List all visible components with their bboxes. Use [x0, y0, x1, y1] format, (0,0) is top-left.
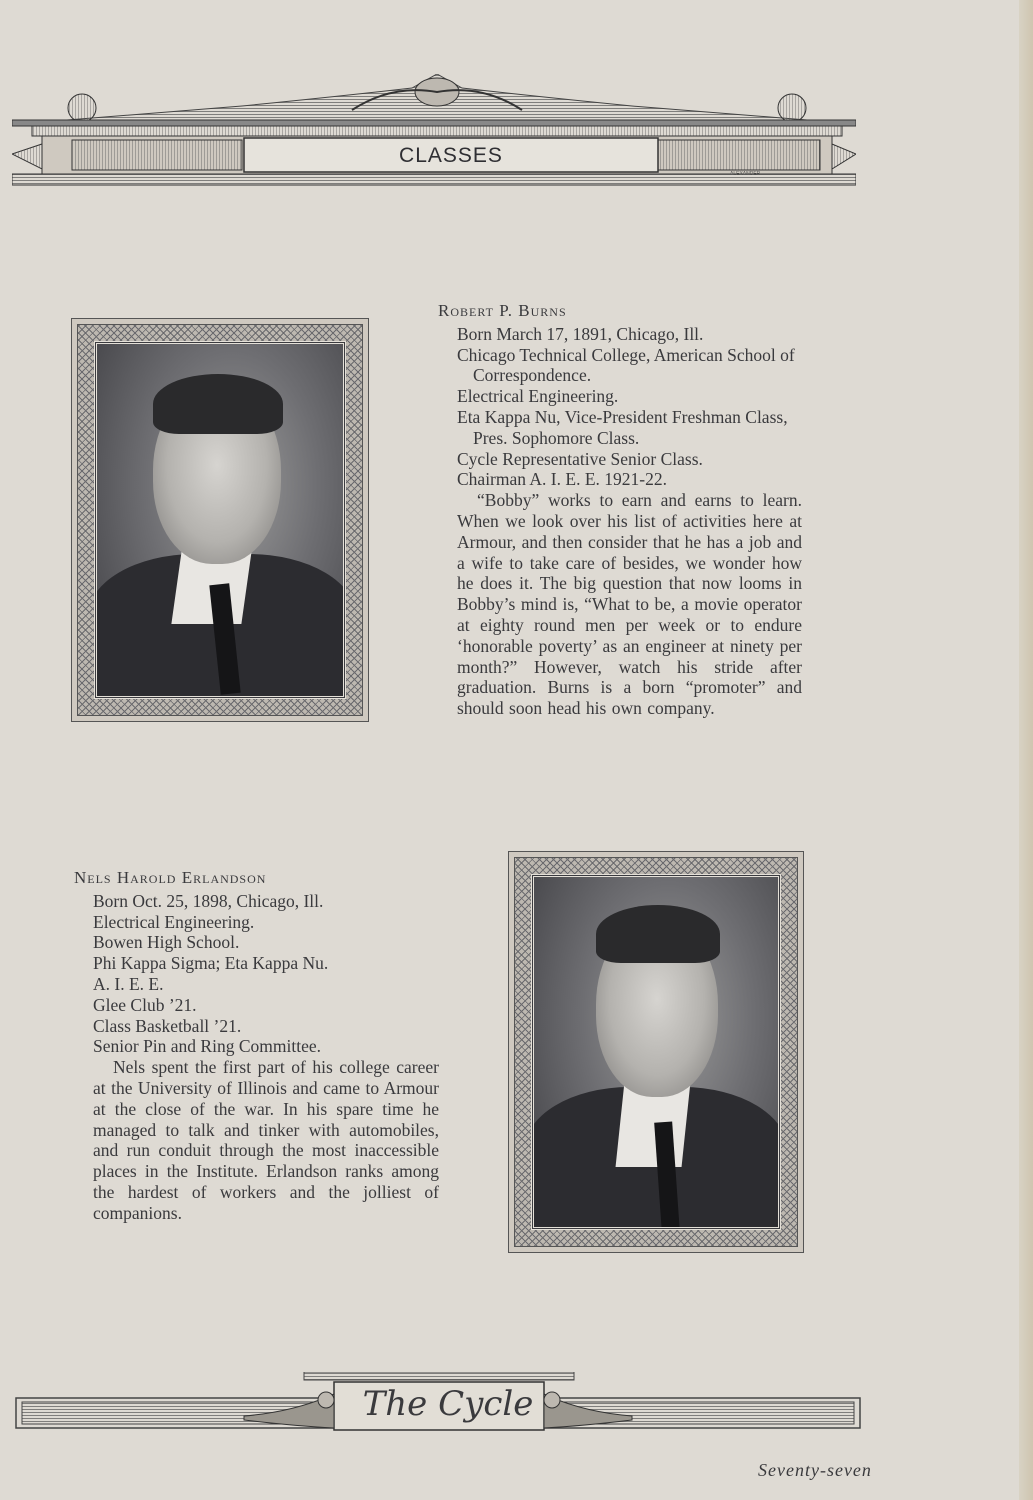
bio-paragraph: Nels spent the first part of his college career at the University of Illinois and came to Armour at the close of the war. In his spare time he managed to talk and tinker with automobiles, and run conduit through the most inaccessible places in the Institute. Erlandson ranks among the hardest of workers and the jolliest of companions. [93, 1057, 439, 1223]
page-edge [1019, 0, 1033, 1500]
bio-detail: Electrical Engineering. [457, 386, 619, 407]
student-name: Nels Harold Erlandson [74, 868, 267, 887]
bio-detail: Cycle Representative Senior Class. [457, 448, 703, 469]
bio-detail: Glee Club ’21. [93, 994, 197, 1015]
yearbook-title: The Cycle [362, 1384, 534, 1424]
portrait-frame-erlandson [508, 851, 804, 1253]
bio-detail: Born Oct. 25, 1898, Chicago, Ill. [93, 890, 324, 911]
bio-detail: Chicago Technical College, American School of Correspondence. [457, 344, 795, 386]
bio-detail: Bowen High School. [93, 932, 240, 953]
bio-detail: Born March 17, 1891, Chicago, Ill. [457, 323, 704, 344]
bio-detail: Phi Kappa Sigma; Eta Kappa Nu. [93, 953, 329, 974]
bio-detail: Electrical Engineering. [93, 911, 255, 932]
page-number: Seventy-seven [758, 1460, 872, 1480]
bio-detail: A. I. E. E. [93, 973, 164, 994]
bio-paragraph: “Bobby” works to earn and earns to learn. When we look over his list of activities here at Armour, and then consider that he has a job and a wife to take care of besides, we wonder how he does it. The big question that now looms in Bobby’s mind is, “What to be, a movie operator at eighty round men per week or to endure ‘honorable poverty’ as an engineer at ninety per month?” However, watch his stride after graduation. Burns is a born “promoter” and should soon head his own company. [457, 490, 802, 719]
student-name: Robert P. Burns [438, 301, 567, 320]
bio-detail: Chairman A. I. E. E. 1921-22. [457, 469, 667, 490]
engraver-credit: ALEXANDER [730, 171, 761, 177]
bio-burns [438, 301, 802, 719]
bio-detail: Class Basketball ’21. [93, 1015, 242, 1036]
classes-header-banner [12, 74, 856, 186]
cycle-footer-banner [14, 1372, 862, 1434]
portrait-photo-burns [94, 341, 346, 699]
bio-erlandson [74, 868, 439, 1224]
bio-detail: Senior Pin and Ring Committee. [93, 1036, 321, 1057]
portrait-frame-burns [71, 318, 369, 722]
bio-detail: Eta Kappa Nu, Vice-President Freshman Class, Pres. Sophomore Class. [457, 406, 788, 448]
portrait-photo-erlandson [531, 874, 781, 1230]
section-title: CLASSES [399, 144, 503, 167]
